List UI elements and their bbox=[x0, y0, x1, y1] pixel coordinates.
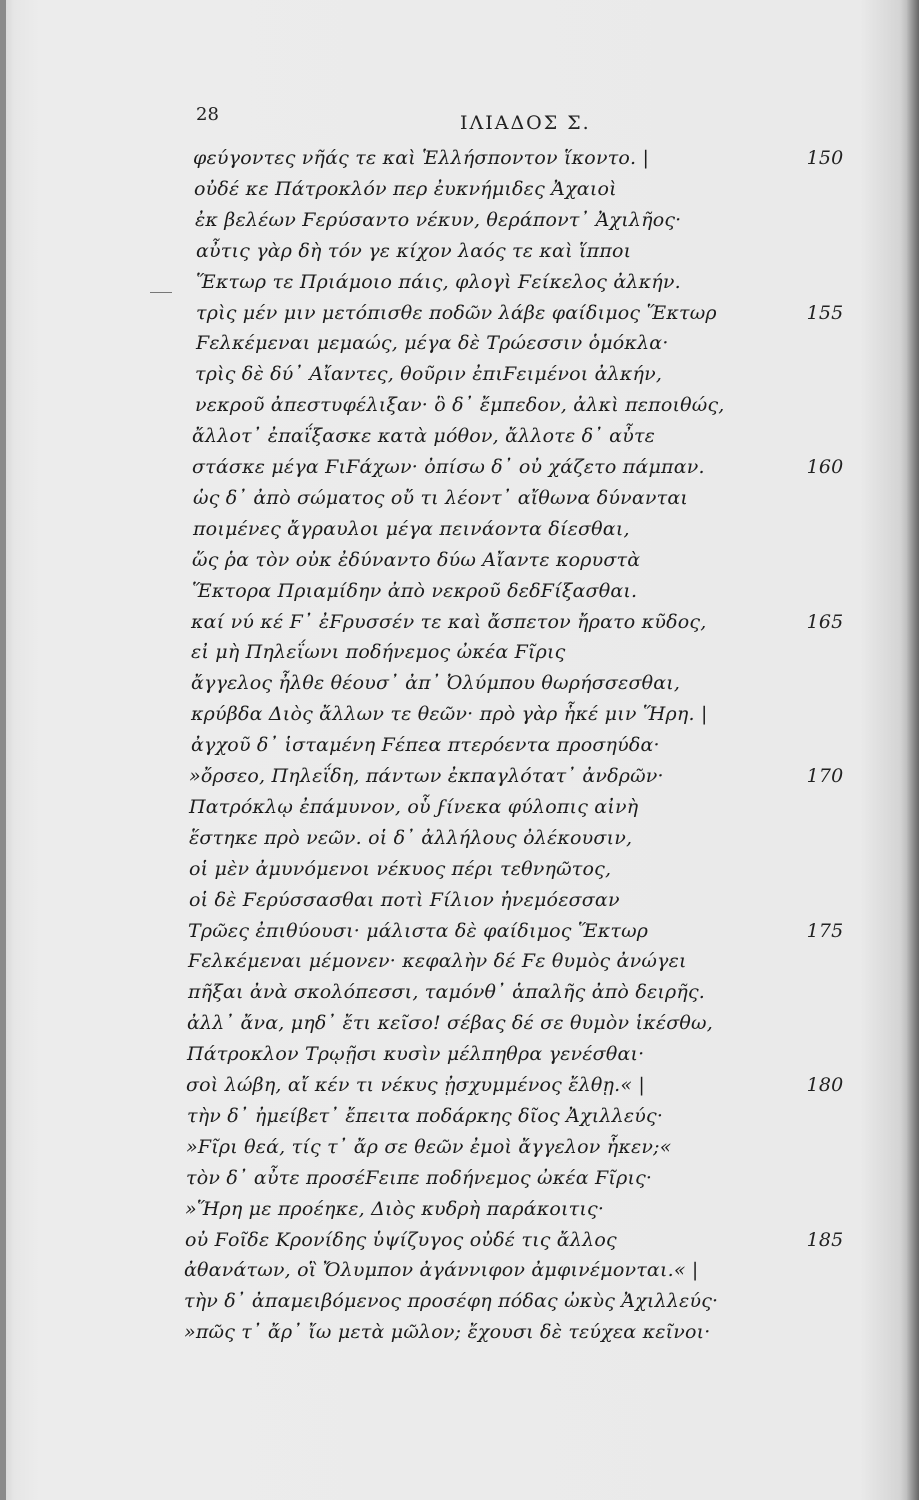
verse-line bbox=[0, 302, 919, 332]
verse-line-text: ἀθανάτων, οἳ Ὄλυμπον ἀγάννιφον ἀμφινέμονται.« | bbox=[184, 1259, 699, 1282]
verse-line-text: εἰ μὴ Πηλεΐωνι ποδήνεμος ὠκέα Ϝῖρις bbox=[191, 641, 566, 664]
verse-line bbox=[0, 765, 919, 795]
verse-line-text: ἐκ βελέων Ϝερύσαντο νέκυν, θεράποντ᾽ Ἀχιλῆος· bbox=[195, 208, 682, 231]
verse-line-text: Ϝελκέμεναι μεμαώς, μέγα δὲ Τρώεσσιν ὁμόκλα· bbox=[196, 332, 669, 355]
verse-line-text: ὡς δ᾽ ἀπὸ σώματος οὔ τι λέοντ᾽ αἴθωνα δύνανται bbox=[193, 486, 689, 509]
verse-line-text: νεκροῦ ἀπεστυφέλιξαν· ὃ δ᾽ ἔμπεδον, ἀλκὶ πεποιθώς, bbox=[195, 394, 725, 417]
verse-line bbox=[0, 1105, 919, 1135]
verse-line-text: τὴν δ᾽ ἠμείβετ᾽ ἔπειτα ποδάρκης δῖος Ἀχιλλεύς· bbox=[187, 1104, 664, 1127]
verse-line bbox=[0, 920, 919, 950]
verse-line-text: Πατρόκλῳ ἐπάμυνον, οὗ ϝίνεκα φύλοπις αἰνὴ bbox=[189, 795, 639, 818]
verse-line-text: κρύβδα Διὸς ἄλλων τε θεῶν· πρὸ γὰρ ἧκέ μιν Ἥρη. | bbox=[191, 703, 708, 726]
line-number: 160 bbox=[806, 456, 844, 478]
page-number: 28 bbox=[196, 104, 219, 125]
verse-line-text: ἄγγελος ἦλθε θέουσ᾽ ἀπ᾽ Ὀλύμπου θωρήσσεσθαι, bbox=[191, 672, 681, 695]
verse-line-text: Ἕκτορα Πριαμίδην ἀπὸ νεκροῦ δεδϜίξασθαι. bbox=[192, 579, 638, 602]
verse-line-text: ὥς ῥα τὸν οὐκ ἐδύναντο δύω Αἴαντε κορυστὰ bbox=[192, 548, 641, 571]
verse-line bbox=[0, 981, 919, 1011]
running-title: ΙΛΙΑΔΟΣ Σ. bbox=[460, 112, 591, 134]
line-number: 165 bbox=[806, 610, 844, 633]
verse-line bbox=[0, 827, 919, 857]
verse-line-text: οὐδέ κε Πάτροκλόν περ ἐυκνήμιδες Ἀχαιοὶ bbox=[194, 177, 617, 200]
verse-line bbox=[0, 147, 919, 177]
line-number: 170 bbox=[806, 765, 844, 787]
verse-line-text: »ὄρσεο, Πηλεΐδη, πάντων ἐκπαγλότατ᾽ ἀνδρῶν· bbox=[189, 765, 664, 787]
verse-line-text: πῆξαι ἀνὰ σκολόπεσσι, ταμόνθ᾽ ἁπαλῆς ἀπὸ δειρῆς. bbox=[188, 981, 706, 1004]
verse-line-text: οὐ Ϝοῖδε Κρονίδης ὑψίζυγος οὐδέ τις ἄλλος bbox=[185, 1228, 617, 1251]
verse-line bbox=[0, 209, 919, 239]
verse-line bbox=[0, 1259, 919, 1289]
verse-line bbox=[0, 363, 919, 393]
verse-line bbox=[0, 332, 919, 362]
verse-line-text: αὖτις γὰρ δὴ τόν γε κίχον λαός τε καὶ ἵπποι bbox=[196, 239, 632, 262]
verse-line bbox=[0, 487, 919, 517]
verse-line bbox=[0, 1290, 919, 1320]
verse-line bbox=[0, 1074, 919, 1104]
verse-line-text: Τρῶες ἐπιθύουσι· μάλιστα δὲ φαίδιμος Ἕκτωρ bbox=[188, 919, 649, 942]
line-number: 185 bbox=[806, 1228, 844, 1251]
verse-line bbox=[0, 1167, 919, 1197]
verse-line-text: οἱ δὲ Ϝερύσσασθαι ποτὶ Ϝίλιον ἠνεμόεσσαν bbox=[189, 888, 620, 911]
verse-line bbox=[0, 1043, 919, 1073]
verse-line bbox=[0, 1229, 919, 1259]
verse-line bbox=[0, 394, 919, 424]
verse-line-text: τὸν δ᾽ αὖτε προσέϜειπε ποδήνεμος ὠκέα Ϝῖρις· bbox=[186, 1166, 653, 1189]
verse-line-text: ἀλλ᾽ ἄνα, μηδ᾽ ἔτι κεῖσο! σέβας δέ σε θυμὸν ἱκέσθω, bbox=[187, 1012, 713, 1035]
verse-line bbox=[0, 1198, 919, 1228]
verse-line-text: τρὶς μέν μιν μετόπισθε ποδῶν λάβε φαίδιμος Ἕκτωρ bbox=[196, 301, 717, 324]
verse-line-text: ἄλλοτ᾽ ἐπαΐξασκε κατὰ μόθον, ἄλλοτε δ᾽ αὖτε bbox=[192, 425, 656, 448]
verse-line-text: ἀγχοῦ δ᾽ ἱσταμένη Ϝέπεα πτερόεντα προσηύδα· bbox=[191, 734, 660, 757]
line-number: 180 bbox=[806, 1074, 844, 1096]
verse-line-text: σοὶ λώβη, αἴ κέν τι νέκυς ᾐσχυμμένος ἔλθῃ.« | bbox=[186, 1074, 646, 1096]
verse-line bbox=[0, 1012, 919, 1042]
verse-line bbox=[0, 425, 919, 455]
verse-line-text: ποιμένες ἄγραυλοι μέγα πεινάοντα δίεσθαι, bbox=[193, 517, 630, 540]
verse-line bbox=[0, 611, 919, 641]
verse-line bbox=[0, 518, 919, 548]
verse-line bbox=[0, 672, 919, 702]
verse-line bbox=[0, 240, 919, 270]
verse-line bbox=[0, 889, 919, 919]
verse-line bbox=[0, 1321, 919, 1351]
verse-line-text: »πῶς τ᾽ ἄρ᾽ ἴω μετὰ μῶλον; ἔχουσι δὲ τεύχεα κεῖνοι· bbox=[184, 1321, 711, 1344]
verse-line-text: ἕστηκε πρὸ νεῶν. οἱ δ᾽ ἀλλήλους ὀλέκουσιν, bbox=[189, 826, 633, 849]
verse-line-text: τὴν δ᾽ ἀπαμειβόμενος προσέφη πόδας ὠκὺς Ἀχιλλεύς· bbox=[184, 1290, 719, 1313]
verse-line-text: »Ϝῖρι θεά, τίς τ᾽ ἄρ σε θεῶν ἐμοὶ ἄγγελον ἧκεν;« bbox=[186, 1135, 672, 1158]
verse-line bbox=[0, 1136, 919, 1166]
verse-line-text: φεύγοντες νῆάς τε καὶ Ἑλλήσποντον ἵκοντο. | bbox=[193, 147, 650, 169]
verse-line bbox=[0, 734, 919, 764]
verse-line bbox=[0, 580, 919, 610]
verse-line-text: »Ἥρη με προέηκε, Διὸς κυδρὴ παράκοιτις· bbox=[185, 1197, 605, 1220]
verse-line bbox=[0, 858, 919, 888]
verse-line-text: Ἕκτωρ τε Πριάμοιο πάις, φλογὶ Ϝείκελος ἀλκήν. bbox=[196, 270, 681, 293]
verse-line bbox=[0, 796, 919, 826]
verse-line bbox=[0, 178, 919, 208]
verse-line-text: Πάτροκλον Τρῳῇσι κυσὶν μέλπηθρα γενέσθαι· bbox=[187, 1043, 645, 1066]
line-number: 155 bbox=[806, 301, 844, 324]
verse-line bbox=[0, 271, 919, 301]
line-number: 150 bbox=[806, 147, 844, 169]
verse-line-text: στάσκε μέγα ϜιϜάχων· ὀπίσω δ᾽ οὐ χάζετο πάμπαν. bbox=[192, 456, 705, 478]
verse-line bbox=[0, 950, 919, 980]
verse-line-text: καί νύ κέ Ϝ᾽ ἐϜρυσσέν τε καὶ ἄσπετον ἤρατο κῦδος, bbox=[191, 610, 707, 633]
verse-line-text: τρὶς δὲ δύ᾽ Αἴαντες, θοῦριν ἐπιϜειμένοι ἀλκήν, bbox=[195, 363, 663, 386]
verse-line-text: οἱ μὲν ἀμυνόμενοι νέκυος πέρι τεθνηῶτος, bbox=[189, 857, 612, 880]
verse-line bbox=[0, 549, 919, 579]
verse-line-text: Ϝελκέμεναι μέμονεν· κεφαλὴν δέ Ϝε θυμὸς ἀνώγει bbox=[188, 950, 687, 973]
line-number: 175 bbox=[806, 919, 844, 942]
verse-line bbox=[0, 641, 919, 671]
verse-line bbox=[0, 456, 919, 486]
verse-line bbox=[0, 703, 919, 733]
